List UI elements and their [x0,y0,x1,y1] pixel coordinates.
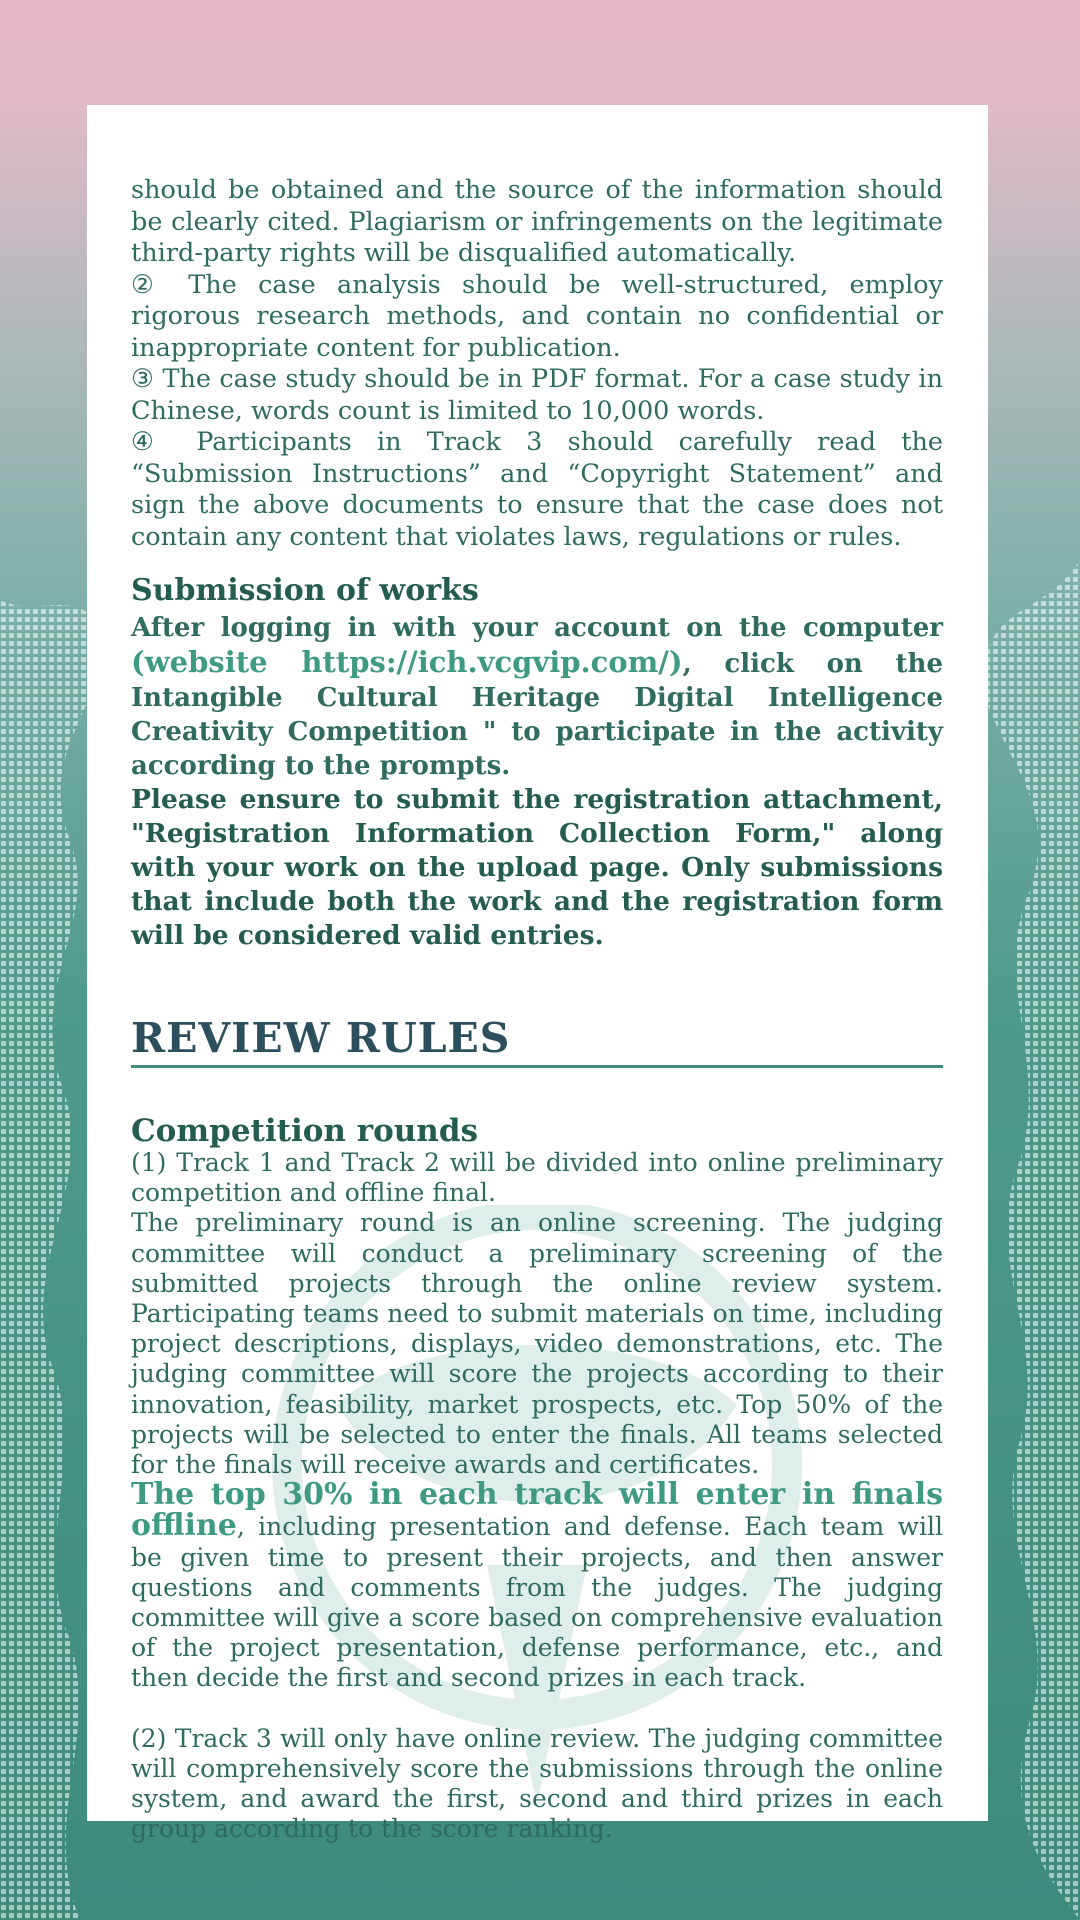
competition-rounds-body [131,1148,943,1844]
rounds-paragraph [131,1477,943,1693]
competition-rounds-title: Competition rounds [131,1113,478,1149]
finals-highlight: The top 30% in each track will enter in finals offline [131,1477,943,1544]
rounds-paragraph: (2) Track 3 will only have online review. The judging committee will comprehensively score the submissions through the online system, and award the first, second and third prizes in each group according to the score ranking. [131,1723,943,1844]
submission-notice: Please ensure to submit the registration attachment, "Registration Information Collection Form," along with your work on the upload page. Only submissions that include both the work and the registration form will be considered valid entries. [131,784,943,951]
submission-instructions [131,611,943,783]
rounds-paragraph: The preliminary round is an online screening. The judging committee will conduct a preliminary screening of the submitted projects through the online review system. Participating teams need to submit materials on time, including project descriptions, displays, video demonstrations, etc. The judging committee will score the projects according to their innovation, feasibility, market prospects, etc. Top 50% of the projects will be selected to enter the finals. All teams selected for the finals will receive awards and certificates. [131,1208,943,1480]
submission-title: Submission of works [131,573,479,608]
submission-text-before: After logging in with your account on the computer [131,613,943,643]
document-content [131,175,943,1844]
intro-paragraph: ② The case analysis should be well-structured, employ rigorous research methods, and contain no confidential or inappropriate content for publication. [131,269,943,363]
submission-text-after: , click on the Intangible Cultural Heritage Digital Intelligence Creativity Competition " to participate in the activity according to the prompts. [131,649,943,781]
intro-paragraph: ④ Participants in Track 3 should carefully read the “Submission Instructions” and “Copyright Statement” and sign the above documents to ensure that the case does not contain any content that violates laws, regulations or rules. [131,427,943,552]
review-rules-heading: REVIEW RULES [131,1015,943,1068]
paragraph-gap [131,1694,943,1724]
rounds-paragraph: (1) Track 1 and Track 2 will be divided into online preliminary competition and offline final. [131,1148,943,1208]
intro-paragraph: should be obtained and the source of the information should be clearly cited. Plagiarism or infringements on the legitimate third-party rights will be disqualified automatically. [131,175,943,268]
content-panel [87,105,988,1844]
intro-paragraph: ③ The case study should be in PDF format. For a case study in Chinese, words count is limited to 10,000 words. [131,364,943,426]
finals-text: , including presentation and defense. Each team will be given time to present their projects, and then answer questions and comments from the judges. The judging committee will give a score based on comprehensive evaluation of the project presentation, defense performance, etc., and then decide the first and second prizes in each track. [131,1512,943,1693]
website-link[interactable]: (website https://ich.vcgvip.com/) [131,645,683,679]
